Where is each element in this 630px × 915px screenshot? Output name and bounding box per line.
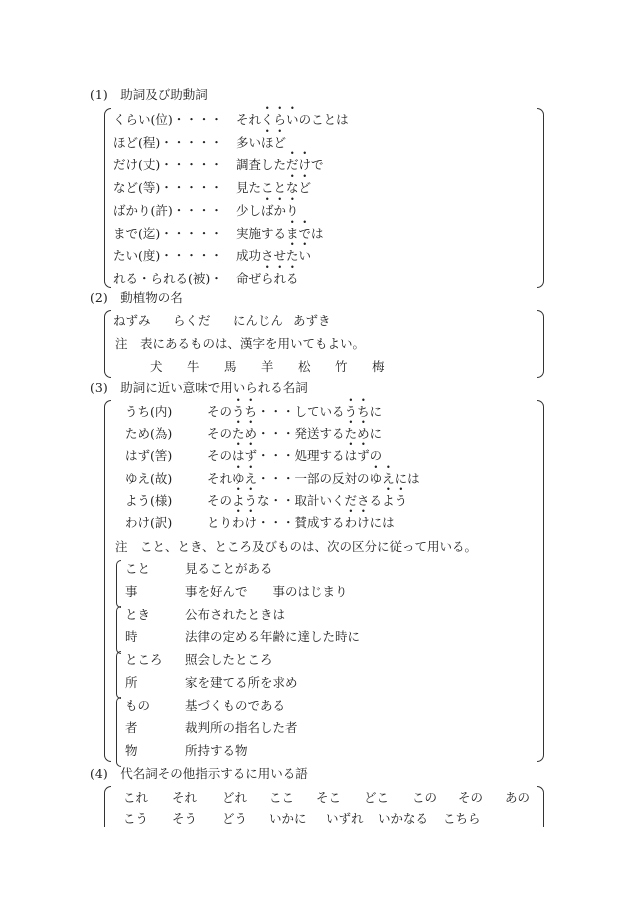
- section-2-note: 注 表にあるものは、漢字を用いてもよい。: [115, 336, 366, 351]
- usage-example: 公布されたときは: [185, 606, 286, 622]
- pronoun-word: これ: [123, 790, 149, 805]
- emphasis-dot-char: ら: [273, 112, 287, 127]
- example-text: のことは: [298, 112, 349, 127]
- pronoun-word: そう: [172, 811, 198, 826]
- emphasized-term: [261, 135, 286, 150]
- emphasis-dot-char: た: [344, 426, 358, 442]
- example-text: とり: [207, 515, 233, 530]
- emphasized-term: [232, 448, 257, 463]
- usage-term: ところ: [125, 652, 163, 667]
- emphasized-term: [286, 157, 311, 172]
- emphasis-dot-char: れ: [273, 270, 287, 286]
- emphasis-dot-char: わ: [232, 515, 245, 530]
- pronoun-word: いかに: [269, 811, 307, 826]
- emphasis-dot-char: だ: [286, 157, 299, 173]
- emphasized-term: [345, 515, 370, 530]
- example-text: その: [207, 492, 233, 508]
- usage-example: 照会したところ: [185, 652, 273, 667]
- term: うち(内): [125, 404, 173, 419]
- example-text: 見たこと: [236, 180, 287, 196]
- emphasis-dot-char: ど: [273, 134, 287, 150]
- section-1-row: [113, 159, 324, 172]
- emphasis-dot-char: た: [286, 248, 299, 264]
- section-1-row: [113, 250, 311, 263]
- emphasis-dot-char: え: [382, 470, 395, 486]
- pronoun-word: いかなる: [378, 811, 429, 826]
- emphasis-dot-char: ど: [298, 180, 312, 196]
- term: だけ(丈)・・・・・: [113, 157, 223, 173]
- emphasized-term: [261, 112, 299, 127]
- emphasized-term: [345, 404, 370, 419]
- term: わけ(訳): [125, 515, 173, 530]
- section-1-row: [113, 202, 299, 218]
- usage-row: [125, 583, 348, 599]
- usage-row: [125, 742, 248, 758]
- example-text: の: [369, 448, 383, 464]
- animal-plant-word: あずき: [293, 313, 331, 328]
- term: れる・られる(被)・: [113, 270, 223, 286]
- emphasis-dot-char: は: [344, 448, 358, 464]
- pronoun-word: どこ: [364, 790, 390, 805]
- usage-term: 事: [125, 583, 138, 599]
- example-text: 多い: [236, 134, 262, 150]
- example-text: ・・・一部の反対の: [257, 470, 370, 486]
- pronoun-word: この: [412, 790, 438, 805]
- usage-term: もの: [125, 697, 151, 713]
- emphasis-dot-char: た: [232, 426, 245, 442]
- example-text: には: [369, 515, 395, 530]
- example-text: で: [311, 157, 324, 173]
- example-text: 実施する: [236, 225, 287, 241]
- usage-example: 所持する物: [185, 742, 248, 758]
- section-1-row: [113, 225, 324, 241]
- term: はず(筈): [125, 448, 173, 464]
- pronoun-word: それ: [172, 790, 198, 805]
- emphasized-term: [286, 248, 311, 263]
- right-bracket: [537, 400, 544, 762]
- term: ばかり(許)・・・・: [113, 202, 223, 218]
- pronoun-word: そこ: [316, 790, 342, 805]
- section-1-row: [113, 182, 311, 195]
- usage-example: 基づくものである: [185, 697, 286, 713]
- emphasis-dot-char: け: [244, 515, 258, 530]
- term: くらい(位)・・・・: [113, 112, 223, 127]
- usage-row: [125, 674, 298, 690]
- left-bracket: [104, 310, 111, 378]
- animal-plant-word: ねずみ: [113, 313, 151, 328]
- example-text: それ: [207, 470, 233, 486]
- emphasis-dot-char: い: [298, 248, 312, 264]
- section-2-heading: (2) 動植物の名: [90, 290, 183, 305]
- emphasis-dot-char: わ: [344, 515, 358, 530]
- pronoun-word: こちら: [443, 811, 481, 826]
- pronoun-word: こう: [123, 811, 149, 826]
- usage-term: 時: [125, 629, 138, 644]
- usage-example: 家を建てる所を求め: [185, 674, 298, 690]
- right-bracket: [537, 786, 544, 827]
- group-brace: [116, 606, 121, 654]
- example-text: 少し: [236, 202, 262, 218]
- emphasis-dot-char: ら: [261, 270, 274, 286]
- kanji-item: 羊: [261, 359, 274, 374]
- usage-row: [125, 631, 360, 644]
- emphasized-term: [232, 404, 257, 419]
- section-3-row: [125, 450, 382, 463]
- emphasis-dot-char: る: [286, 270, 299, 286]
- emphasis-dot-char: ち: [244, 404, 258, 419]
- example-text: 命ぜ: [236, 270, 262, 286]
- example-text: 調査した: [236, 157, 287, 173]
- pronoun-word: いずれ: [326, 811, 364, 826]
- emphasis-dot-char: う: [344, 404, 358, 419]
- example-text: その: [207, 404, 233, 419]
- section-3-heading: (3) 助詞に近い意味で用いられる名詞: [90, 380, 308, 395]
- emphasis-dot-char: け: [298, 157, 312, 173]
- example-text: ・・・している: [257, 404, 345, 419]
- left-bracket: [104, 786, 111, 827]
- usage-example: 法律の定める年齢に達した時に: [185, 629, 361, 644]
- usage-example: 裁判所の指名した者: [185, 720, 298, 735]
- pronoun-word: どれ: [222, 790, 248, 805]
- pronoun-word: ここ: [269, 790, 295, 805]
- emphasis-dot-char: な: [286, 180, 299, 196]
- emphasis-dot-char: ず: [244, 448, 258, 464]
- section-3-row: [125, 406, 382, 419]
- usage-row: [125, 654, 273, 667]
- usage-row: [125, 563, 273, 576]
- pronoun-word: あの: [505, 790, 531, 805]
- group-brace: [116, 651, 121, 699]
- emphasis-dot-char: か: [273, 202, 287, 218]
- group-brace: [116, 560, 121, 608]
- usage-term: こと: [125, 561, 151, 576]
- section-3-row: [125, 428, 382, 441]
- emphasized-term: [370, 471, 395, 486]
- term: など(等)・・・・・: [113, 180, 223, 196]
- emphasized-term: [261, 271, 299, 286]
- emphasized-term: [232, 471, 257, 486]
- emphasis-dot-char: め: [357, 426, 370, 442]
- emphasis-dot-char: は: [232, 448, 245, 464]
- section-3-row: [125, 517, 395, 530]
- example-text: には: [394, 470, 420, 486]
- kanji-item: 犬: [150, 359, 163, 374]
- emphasis-dot-char: ま: [286, 225, 299, 241]
- section-3-row: [125, 470, 420, 486]
- animal-plant-word: にんじん: [233, 313, 284, 328]
- emphasis-dot-char: よ: [382, 492, 395, 508]
- term: よう(様): [125, 492, 173, 508]
- example-text: それ: [236, 112, 262, 127]
- emphasized-term: [261, 203, 299, 218]
- example-text: その: [207, 426, 233, 442]
- section-4-heading: (4) 代名詞その他指示するに用いる語: [90, 766, 308, 781]
- usage-example: 見ることがある: [185, 561, 273, 576]
- emphasis-dot-char: り: [286, 202, 299, 218]
- emphasized-term: [232, 493, 257, 508]
- emphasis-dot-char: う: [244, 492, 258, 508]
- usage-row: [125, 697, 286, 713]
- emphasis-dot-char: で: [298, 225, 312, 241]
- usage-term: とき: [125, 606, 151, 622]
- section-3-note: 注 こと、とき、ところ及びものは、次の区分に従って用いる。: [115, 539, 478, 554]
- emphasized-term: [345, 448, 370, 463]
- term: ゆえ(故): [125, 470, 173, 486]
- example-text: に: [369, 404, 383, 419]
- example-text: に: [369, 426, 383, 442]
- kanji-item: 梅: [372, 359, 385, 374]
- emphasis-dot-char: ち: [357, 404, 370, 419]
- usage-term: 物: [125, 742, 138, 758]
- emphasis-dot-char: う: [394, 492, 408, 508]
- example-text: ・・・処理する: [257, 448, 345, 464]
- left-bracket: [104, 400, 111, 762]
- example-text: ・・・発送する: [257, 426, 345, 442]
- right-bracket: [537, 108, 544, 288]
- emphasis-dot-char: よ: [232, 492, 245, 508]
- left-bracket: [104, 108, 111, 288]
- emphasized-term: [382, 493, 407, 508]
- pronoun-word: その: [458, 790, 484, 805]
- example-text: ・・・賛成する: [257, 515, 345, 530]
- section-1-row: [113, 134, 287, 150]
- example-text: その: [207, 448, 233, 464]
- usage-term: 所: [125, 674, 138, 690]
- kanji-item: 竹: [335, 359, 348, 374]
- emphasized-term: [345, 426, 370, 441]
- emphasis-dot-char: う: [232, 404, 245, 419]
- example-text: は: [311, 225, 324, 241]
- kanji-item: 牛: [187, 359, 200, 374]
- section-1-row: [113, 270, 299, 286]
- pronoun-word: どう: [222, 811, 248, 826]
- emphasis-dot-char: ず: [357, 448, 370, 464]
- usage-row: [125, 606, 286, 622]
- emphasized-term: [232, 515, 257, 530]
- section-3-row: [125, 492, 408, 508]
- emphasis-dot-char: ゆ: [369, 470, 383, 486]
- term: まで(迄)・・・・・: [113, 225, 223, 241]
- kanji-item: 松: [298, 359, 311, 374]
- usage-example: 事を好んで 事のはじまり: [185, 583, 348, 599]
- section-1-row: [113, 114, 349, 127]
- emphasis-dot-char: ゆ: [232, 470, 245, 486]
- emphasized-term: [232, 426, 257, 441]
- emphasis-dot-char: け: [357, 515, 370, 530]
- example-text: 成功させ: [236, 248, 287, 264]
- term: ため(為): [125, 426, 173, 442]
- example-text: な・・取計いくださる: [257, 492, 383, 508]
- usage-term: 者: [125, 720, 138, 735]
- term: たい(度)・・・・・: [113, 248, 223, 264]
- emphasis-dot-char: め: [244, 426, 258, 442]
- emphasized-term: [286, 180, 311, 195]
- emphasis-dot-char: ほ: [261, 134, 274, 150]
- animal-plant-word: らくだ: [173, 313, 211, 328]
- emphasis-dot-char: く: [261, 112, 274, 127]
- section-1-heading: (1) 助詞及び助動詞: [90, 87, 208, 102]
- term: ほど(程)・・・・・: [113, 134, 223, 150]
- emphasis-dot-char: ば: [261, 202, 274, 218]
- right-bracket: [537, 310, 544, 378]
- kanji-item: 馬: [224, 359, 237, 374]
- usage-row: [125, 722, 298, 735]
- group-brace: [116, 697, 121, 767]
- emphasis-dot-char: い: [286, 112, 299, 127]
- emphasized-term: [286, 226, 311, 241]
- emphasis-dot-char: え: [244, 470, 258, 486]
